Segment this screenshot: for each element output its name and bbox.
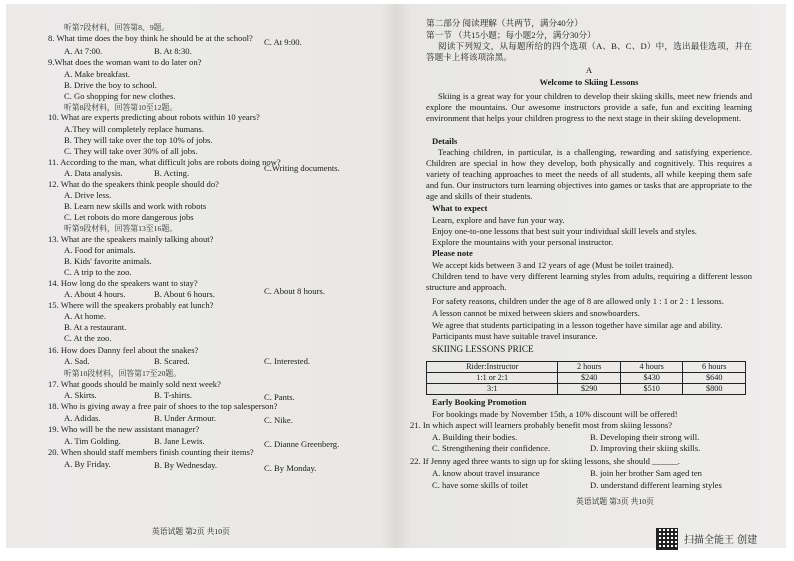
option: A. Make breakfast. xyxy=(64,69,130,79)
safety-line: For safety reasons, children under the age of 8 are allowed only 1 : 1 or 2 : 1 lessons. xyxy=(432,296,724,306)
table-cell: $640 xyxy=(683,373,746,384)
page-footer: 英语试题 第3页 共10页 xyxy=(576,497,654,506)
table-row xyxy=(427,373,746,384)
question-17: 17. What goods should be mainly sold next week? xyxy=(48,379,221,389)
note-heading: Please note xyxy=(432,248,473,258)
option: A. Drive less. xyxy=(64,190,112,200)
option: C. At the zoo. xyxy=(64,333,112,343)
option: A. At 7:00. xyxy=(64,46,103,56)
table-cell: 1:1 or 2:1 xyxy=(427,373,558,384)
option: C. have some skills of toilet xyxy=(432,480,528,490)
price-heading: SKIING LESSONS PRICE xyxy=(432,344,534,354)
question-18: 18. Who is giving away a free pair of shoes to the top salesperson? xyxy=(48,401,278,411)
details-heading: Details xyxy=(432,136,458,146)
question-13: 13. What are the speakers mainly talking about? xyxy=(48,234,214,244)
note-paragraph: Children tend to have very different learning styles from adults, requiring a different lesson structure and approach. xyxy=(426,271,752,293)
details-paragraph: Teaching children, in particular, is a challenging, rewarding and satisfying experience. Children are special in how they develop, both physically and cognitively. This requires a variety of teaching approaches to meet the needs of all students, all while keeping them safe and fun. Our instructors turn learning objectives into games or tasks that are appropriate to the age and skills of their students. xyxy=(426,147,752,202)
expect-heading: What to expect xyxy=(432,203,488,213)
table-cell: Rider:Instructor xyxy=(427,362,558,373)
option: A. Sad. xyxy=(64,356,90,366)
option: A. At home. xyxy=(64,311,107,321)
option: C. By Monday. xyxy=(264,463,317,473)
section-note: 听第8段材料，回答第10至12题。 xyxy=(64,103,178,112)
option: A. Adidas. xyxy=(64,413,101,423)
table-cell: $800 xyxy=(683,384,746,395)
expect-item: Enjoy one-to-one lessons that best suit your individual skill levels and styles. xyxy=(432,226,697,236)
option: B. Jane Lewis. xyxy=(154,436,205,446)
option: C. Go shopping for new clothes. xyxy=(64,91,176,101)
table-cell: 4 hours xyxy=(620,362,683,373)
option: C. A trip to the zoo. xyxy=(64,267,132,277)
option: A. Tim Golding. xyxy=(64,436,121,446)
table-cell: $240 xyxy=(558,373,621,384)
option: A. Data analysis. xyxy=(64,168,123,178)
option: C. Dianne Greenberg. xyxy=(264,439,340,449)
option: C. Strengthening their confidence. xyxy=(432,443,551,453)
question-21: 21. In which aspect will learners probably benefit most from skiing lessons? xyxy=(410,420,673,430)
section-note: 听第10段材料，回答第17至20题。 xyxy=(64,369,181,378)
option: D. understand different learning styles xyxy=(590,480,722,490)
early-booking-heading: Early Booking Promotion xyxy=(432,397,527,407)
option: A. About 4 hours. xyxy=(64,289,126,299)
table-cell: $290 xyxy=(558,384,621,395)
page-footer: 英语试题 第2页 共10页 xyxy=(152,527,230,536)
table-row xyxy=(427,362,746,373)
option: B. Drive the boy to school. xyxy=(64,80,157,90)
question-11: 11. According to the man, what difficult jobs are robots doing now? xyxy=(48,157,281,167)
option: C. About 8 hours. xyxy=(264,286,325,296)
option: C. They will take over 30% of all jobs. xyxy=(64,146,198,156)
option: B. About 6 hours. xyxy=(154,289,215,299)
option: C. Interested. xyxy=(264,356,311,366)
question-14: 14. How long do the speakers want to stay? xyxy=(48,278,198,288)
note-line: We accept kids between 3 and 12 years of age (Must be toilet trained). xyxy=(432,260,674,270)
option: C. At 9:00. xyxy=(264,37,302,47)
option: B. At 8:30. xyxy=(154,46,192,56)
price-table xyxy=(426,361,746,395)
early-booking-text: For bookings made by November 15th, a 10% discount will be offered! xyxy=(432,409,678,419)
mix-line: A lesson cannot be mixed between skiers and snowboarders. xyxy=(432,308,640,318)
table-cell: $510 xyxy=(620,384,683,395)
question-15: 15. Where will the speakers probably eat lunch? xyxy=(48,300,214,310)
scanner-watermark: 扫描全能王 创建 xyxy=(684,535,758,546)
option: B. Scared. xyxy=(154,356,190,366)
agree-line: We agree that students participating in a lesson together have similar age and ability. xyxy=(432,320,723,330)
option: B. join her brother Sam aged ten xyxy=(590,468,702,478)
question-12: 12. What do the speakers think people should do? xyxy=(48,179,219,189)
question-10: 10. What are experts predicting about robots within 10 years? xyxy=(48,112,260,122)
qr-code-icon xyxy=(656,528,678,550)
option: A.They will completely replace humans. xyxy=(64,124,204,134)
question-20: 20. When should staff members finish counting their items? xyxy=(48,447,254,457)
option: C. Let robots do more dangerous jobs xyxy=(64,212,194,222)
question-19: 19. Who will be the new assistant manager? xyxy=(48,424,200,434)
option: A. By Friday. xyxy=(64,459,111,469)
intro-paragraph: Skiing is a great way for your children to develop their skiing skills, meet new friends and explore the mountains. Our awesome instructors provide a safe, fun and exciting learning environment that helps your children progress to the next stage in their skiing development. xyxy=(426,91,752,124)
option: B. T-shirts. xyxy=(154,390,192,400)
option: D. Improving their skiing skills. xyxy=(590,443,701,453)
section-title: 第二部分 阅读理解（共两节，满分40分） xyxy=(426,18,583,28)
section-note: 听第7段材料，回答第8、9题。 xyxy=(64,23,170,32)
option: C. Nike. xyxy=(264,415,293,425)
section-note: 听第9段材料，回答第13至16题。 xyxy=(64,224,178,233)
table-cell: $430 xyxy=(620,373,683,384)
exam-sheet xyxy=(6,4,786,548)
table-row xyxy=(427,384,746,395)
passage-title: Welcome to Skiing Lessons xyxy=(539,77,639,87)
table-cell: 6 hours xyxy=(683,362,746,373)
question-8: 8. What time does the boy think he should be at the school? xyxy=(48,33,253,43)
expect-item: Explore the mountains with your personal instructor. xyxy=(432,237,614,247)
question-16: 16. How does Danny feel about the snakes? xyxy=(48,345,199,355)
option: B. They will take over the top 10% of jobs. xyxy=(64,135,213,145)
option: A. Building their bodies. xyxy=(432,432,518,442)
option: C. Pants. xyxy=(264,392,295,402)
option: A. know about travel insurance xyxy=(432,468,540,478)
option: A. Skirts. xyxy=(64,390,97,400)
option: B. Under Armour. xyxy=(154,413,217,423)
passage-letter: A xyxy=(585,65,593,75)
insurance-line: Participants must have suitable travel insurance. xyxy=(432,331,598,341)
section-subtitle: 第一节 （共15小题；每小题2分，满分30分） xyxy=(426,30,596,40)
question-22: 22. If Jenny aged three wants to sign up for skiing lessons, she should ______. xyxy=(410,456,680,466)
option: B. Kids' favorite animals. xyxy=(64,256,152,266)
option: B. By Wednesday. xyxy=(154,460,218,470)
table-cell: 2 hours xyxy=(558,362,621,373)
option: B. Learn new skills and work with robots xyxy=(64,201,207,211)
question-9: 9.What does the woman want to do later on? xyxy=(48,57,202,67)
instructions: 阅读下列短文，从每题所给的四个选项（A、B、C、D）中，选出最佳选项，并在答题卡上将该项涂黑。 xyxy=(426,41,752,63)
table-cell: 3:1 xyxy=(427,384,558,395)
option: B. At a restaurant. xyxy=(64,322,127,332)
expect-item: Learn, explore and have fun your way. xyxy=(432,215,565,225)
option: B. Developing their strong will. xyxy=(590,432,700,442)
option: A. Food for animals. xyxy=(64,245,136,255)
option: C.Writing documents. xyxy=(264,163,340,173)
option: B. Acting. xyxy=(154,168,190,178)
